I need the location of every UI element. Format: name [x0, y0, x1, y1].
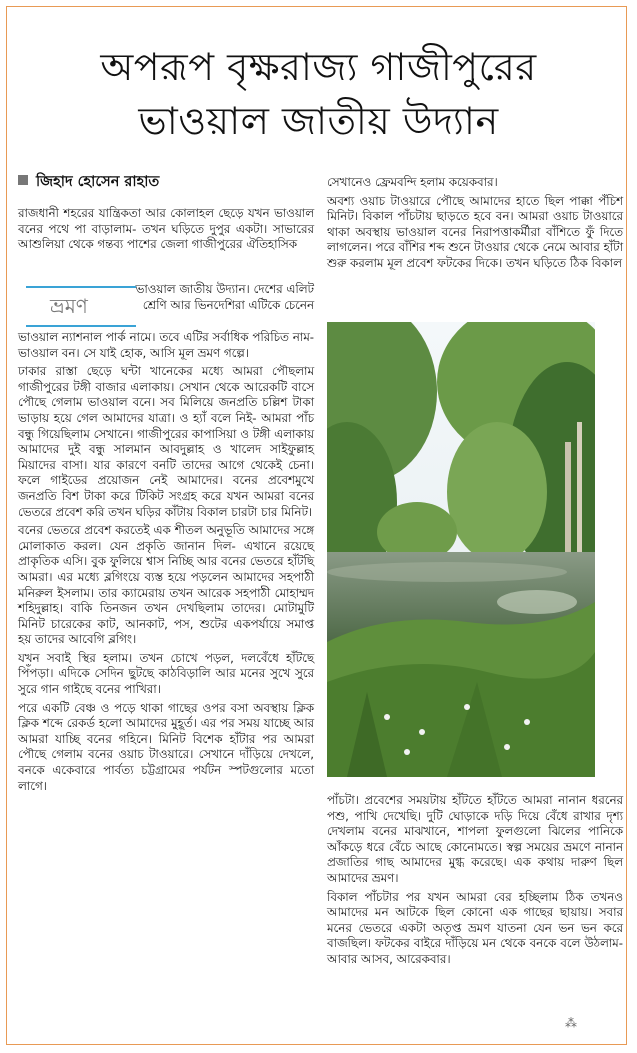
tag-rule-top — [26, 286, 136, 288]
left-column-intro — [18, 206, 314, 253]
paragraph: অবশ্য ওয়াচ টাওয়ারে পৌছে আমাদের হাতে ছিল পাক্কা পঁচিশ মিনিট। বিকাল পাঁচটায় ছাড়তে হবে বন। আমরা ওয়াচ টাওয়ারে থাকা অবস্থায় ভাওয়াল বনের নিরাপত্তাকর্মীরা বাঁশিতে ফুঁ দিতে লাগলেন। পরে বাঁশির শব্দ শুনে টাওয়ার থেকে নেমে আবার হাঁটা শুরু করলাম মূল প্রবেশ ফটকের দিকে। তখন ঘড়িতে ঠিক বিকাল — [327, 193, 623, 270]
headline-line-1: অপরূপ বৃক্ষরাজ্য গাজীপুরের — [100, 45, 537, 89]
end-mark-icon: ⁂ — [565, 1016, 577, 1030]
right-column-top — [327, 175, 623, 272]
paragraph: বিকাল পাঁচটার পর যখন আমরা বের হচ্ছিলাম ঠিক তখনও আমাদের মন আটকে ছিল কোনো এক গাছের ছায়ায়। সবার মনের ভেতরে একটা অতৃপ্ত ভ্রমণ যাতনা যেন ভন ভন করে বাজছিল। ফটকের বাইরে দাঁড়িয়ে মন থেকে বনকে বলে উঠলাম- আবার আসব, আরেকবার। — [327, 889, 623, 966]
right-column-bottom — [327, 793, 623, 968]
paragraph: ভাওয়াল ন্যাশনাল পার্ক নামে। তবে এটির সর্বাধিক পরিচিত নাম- ভাওয়াল বন। সে যাই হোক, আসি মূল ভ্রমণ গল্পে। — [18, 330, 314, 360]
section-tag — [18, 283, 128, 329]
paragraph: রাজধানী শহরের যান্ত্রিকতা আর কোলাহল ছেড়ে যখন ভাওয়াল বনের পথে পা বাড়ালাম- তখন ঘড়িতে দুপুর একটা। সাভারের আশুলিয়া থেকে গন্তব্য পাশের জেলা গাজীপুরের ঐতিহাসিক — [18, 206, 314, 252]
paragraph: পরে একটি বেঞ্চ ও পড়ে থাকা গাছের ওপর বসা অবস্থায় ক্লিক ক্লিক শব্দে রেকর্ড হলো আমাদের মুহূর্ত। এর পর সময় যাচ্ছে আর আমরা যাচ্ছি বনের গহিনে। মিনিট বিশেক হাঁটার পর আমরা পৌছে গেলাম বনের ওয়াচ টাওয়ারে। সেখানে দাঁড়িয়ে দেখলে, বনকে একেবারে পার্বত্য চট্টগ্রামের পর্যটন স্পটগুলোর মতো লাগে। — [18, 700, 314, 793]
byline — [18, 172, 314, 192]
byline-author: জিহাদ হোসেন রাহাত — [36, 174, 160, 190]
paragraph: সেখানেও ফ্রেমবন্দি হলাম কয়েকবার। — [327, 175, 498, 189]
headline-line-2: ভাওয়াল জাতীয় উদ্যান — [138, 99, 499, 143]
byline-marker-icon — [18, 175, 28, 185]
paragraph: পাঁচটা। প্রবেশের সময়টায় হাঁটতে হাঁটতে আমরা নানান ধরনের পশু, পাখি দেখেছি। দুটি ঘোড়াকে দড়ি দিয়ে বেঁধে রাখার দৃশ্য দেখলাম বনের মাঝখানে, শাপলা ফুলগুলো ঝিলের পানিকে আঁকড়ে ধরে বেঁচে আছে কোনোমতে। স্বল্প সময়ের ভ্রমণে নানান প্রজাতির গাছ আমাদের মুগ্ধ করেছে। এক কথায় দারুণ ছিল আমাদের ভ্রমণ। — [327, 793, 623, 885]
forest-lake-photo — [327, 322, 595, 777]
photo-illustration — [327, 322, 595, 777]
paragraph: বনের ভেতরে প্রবেশ করতেই এক শীতল অনুভূতি আমাদের সঙ্গে মোলাকাত করল। যেন প্রকৃতি জানান দিল- এখানে রয়েছে প্রাকৃতিক এসি। বুক ফুলিয়ে শ্বাস নিচ্ছি আর বনের ভেতরে হাঁটছি আমরা। এর মধ্যে ব্লগিংয়ে ব্যস্ত হয়ে পড়লেন আমাদের সহপাঠী মনিরুল ইসলাম। তার ক্যামেরায় তখন আরেক সহপাঠী মোহাম্মদ শহিদুল্লাহ। বাকি তিনজন তখন দেখছিলাম তাদের। মোটামুটি মিনিট চারেকের কাট, আনকাট, পস, শুটের একপর্যায়ে সমাপ্ত হয় তাদের আবেগি ব্লগিং। — [18, 523, 314, 647]
left-column-body — [18, 330, 314, 794]
tag-rule-bottom — [26, 325, 136, 327]
headline — [0, 40, 637, 148]
wrapped-text: ভাওয়াল জাতীয় উদ্যান। দেশের এলিট শ্রেণি আর ভিনদেশিরা এটিকে চেনেন — [135, 282, 314, 312]
paragraph: যখন সবাই স্থির হলাম। তখন চোখে পড়ল, দলবেঁধে হাঁটছে পিঁপড়া। এদিকে সেদিন ছুটছে কাঠবিড়ালি আর মনের সুখে সুরে সুরে গান গাইছে বনের পাখিরা। — [18, 650, 314, 697]
section-tag-label: ভ্রমণ — [50, 294, 88, 318]
paragraph: ঢাকার রাস্তা ছেড়ে ঘন্টা খানেকের মধ্যে আমরা পৌছলাম গাজীপুরের টঙ্গী বাজার এলাকায়। সেখান থেকে আরেকটি বাসে পৌছে গেলাম ভাওয়াল বনে। সব মিলিয়ে জনপ্রতি চল্লিশ টাকা ভাড়ায় হয়ে গেল আমাদের যাত্রা। ও হ্যাঁ বলে নিই- আমরা পাঁচ বন্ধু গিয়েছিলাম সেখানে। গাজীপুরের কাপাসিয়া ও টঙ্গী এলাকায় আমাদের দুই বন্ধু সালমান আবদুল্লাহ ও খালেদ সাইফুল্লাহ মিয়াদের বাসা। যার কারণে বনটি তাদের আগে থেকেই চেনা। ফলে গাইডের প্রয়োজন নেই আমাদের। বনের প্রবেশমুখে জনপ্রতি বিশ টাকা করে টিকিট সংগ্রহ করে যখন আমরা বনের ভেতরে প্রবেশ করি তখন ঘড়ির কাঁটায় বিকাল চারটা চার মিনিট। — [18, 364, 314, 519]
